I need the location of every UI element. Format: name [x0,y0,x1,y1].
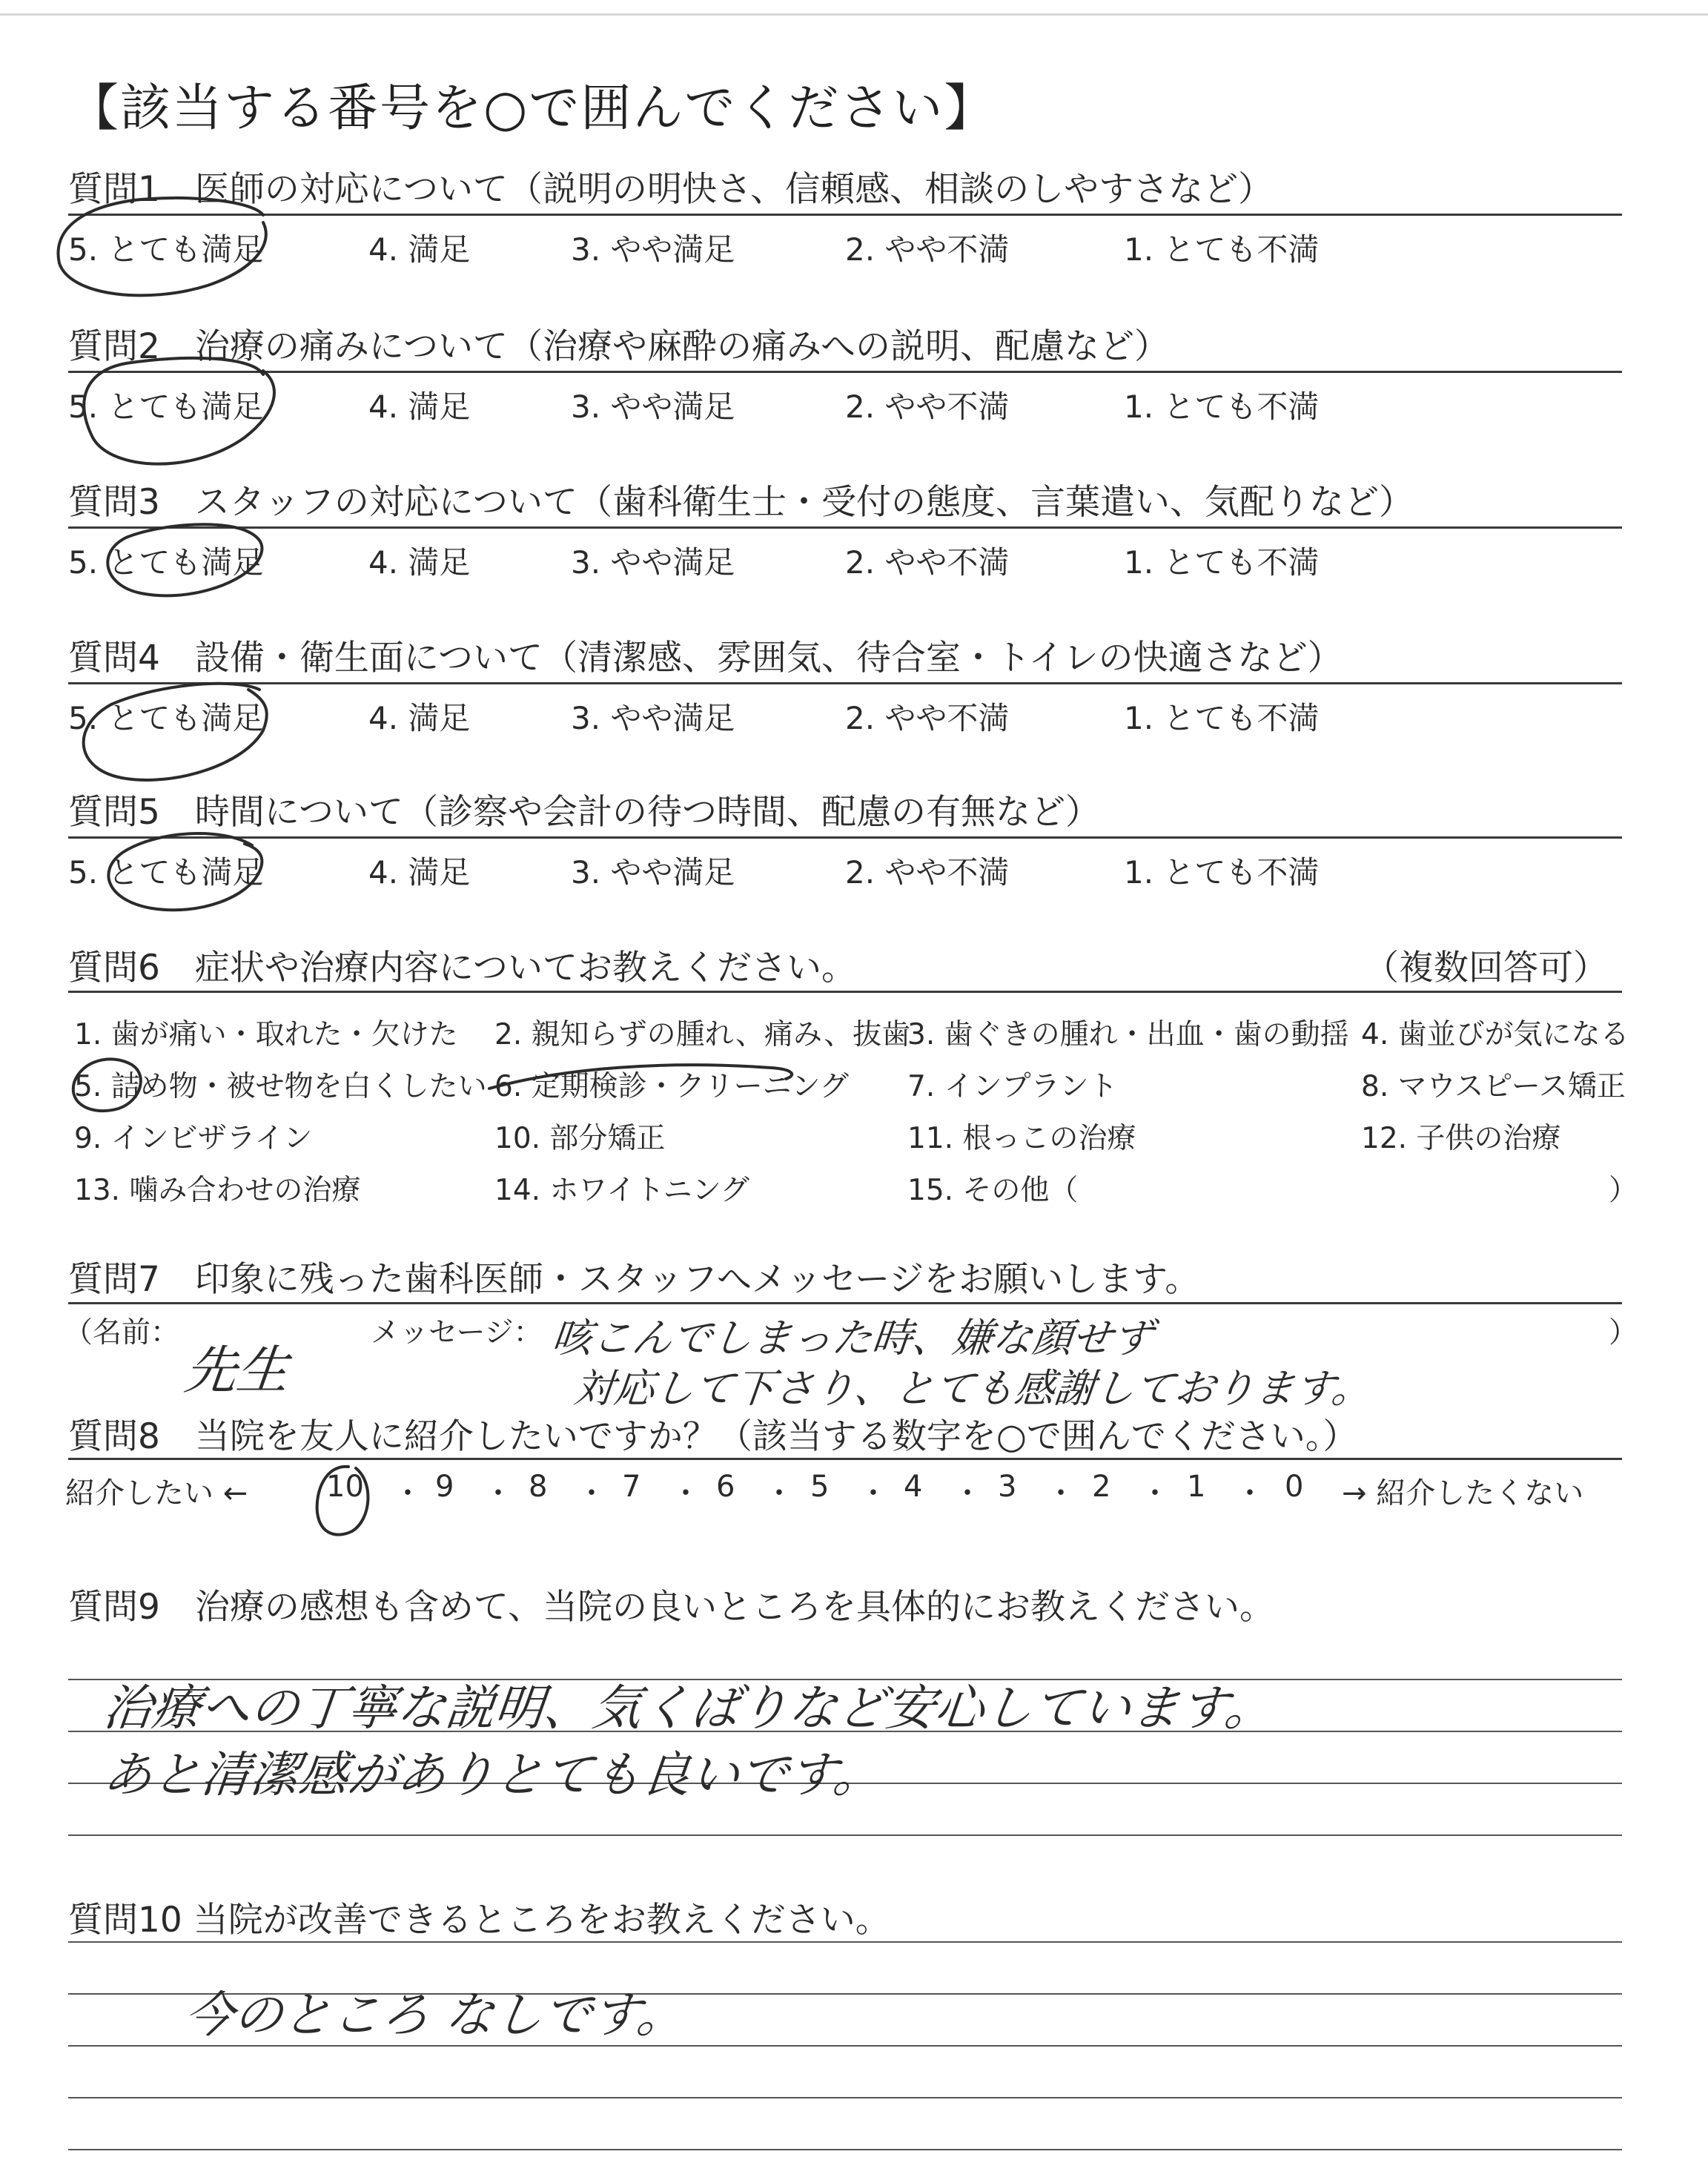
q4-option-3[interactable]: 3. やや満足 [571,700,735,736]
recommend-score-10[interactable]: 10 [326,1470,364,1504]
question-9-title: 質問9 治療の感想も含めて、当院の良いところを具体的にお教えください。 [68,1587,1274,1628]
instruction-heading: 【該当する番号を○で囲んでください】 [68,79,996,138]
q5-option-1[interactable]: 1. とても不満 [1124,854,1320,891]
symptom-option-7[interactable]: 7. インプラント [907,1070,1118,1103]
scale-dot-2: ・ [483,1476,513,1510]
question-4-title: 質問4 設備・衛生面について（清潔感、雰囲気、待合室・トイレの快適さなど） [68,638,1343,678]
handwritten-q9-line-1[interactable]: 治療への丁寧な説明、気くばりなど安心しています。 [100,1680,1277,1737]
q6-option-6-underline [489,1065,792,1089]
recommend-score-3[interactable]: 3 [998,1470,1017,1504]
q3-option-2[interactable]: 2. やや不満 [845,544,1010,581]
symptom-option-5[interactable]: 5. 詰め物・被せ物を白くしたい [74,1070,487,1103]
q4-option-5[interactable]: 5. とても満足 [68,700,264,736]
recommend-score-1[interactable]: 1 [1187,1470,1206,1504]
q5-option-4[interactable]: 4. 満足 [368,854,471,891]
scale-dot-3: ・ [577,1476,606,1510]
symptom-option-1[interactable]: 1. 歯が痛い・取れた・欠けた [74,1018,458,1051]
recommend-left-label: 紹介したい ← [65,1476,248,1510]
q2-selection-circle [84,358,274,464]
q5-option-5[interactable]: 5. とても満足 [68,854,264,891]
symptom-option-14[interactable]: 14. ホワイトニング [494,1174,749,1207]
q2-option-4[interactable]: 4. 満足 [368,389,471,425]
scale-dot-10: ・ [1235,1476,1265,1510]
message-close-paren: ） [1609,1316,1638,1350]
recommend-score-6[interactable]: 6 [716,1470,735,1504]
q3-option-5[interactable]: 5. とても満足 [68,544,264,581]
q1-option-4[interactable]: 4. 満足 [368,231,471,268]
scale-dot-4: ・ [671,1476,701,1510]
recommend-score-4[interactable]: 4 [904,1470,923,1504]
q4-option-4[interactable]: 4. 満足 [368,700,471,736]
symptom-other-close-paren: ） [1609,1174,1638,1207]
symptom-option-4[interactable]: 4. 歯並びが気になる [1361,1018,1629,1051]
q5-selection-circle [108,833,262,910]
scale-dot-7: ・ [953,1476,982,1510]
recommend-score-8[interactable]: 8 [529,1470,548,1504]
question-8-title: 質問8 当院を友人に紹介したいですか？（該当する数字を○で囲んでください。） [68,1416,1358,1457]
q1-option-5[interactable]: 5. とても満足 [68,231,264,268]
symptom-option-11[interactable]: 11. 根っこの治療 [907,1122,1136,1155]
q8-score-10-circle [317,1467,368,1535]
question-3-title: 質問3 スタッフの対応について（歯科衛生士・受付の態度、言葉遣い、気配りなど） [68,482,1414,523]
question-1-title: 質問1 医師の対応について（説明の明快さ、信頼感、相談のしやすさなど） [68,169,1274,210]
q4-option-2[interactable]: 2. やや不満 [845,700,1010,736]
scale-dot-9: ・ [1140,1476,1170,1510]
q1-option-1[interactable]: 1. とても不満 [1124,231,1320,268]
handwritten-message-line-1[interactable]: 咳こんでしまった時、嫌な顔せず [549,1315,1155,1361]
q5-option-2[interactable]: 2. やや不満 [845,854,1010,891]
q6-option-5-circle [73,1059,141,1111]
q3-option-1[interactable]: 1. とても不満 [1124,544,1320,581]
recommend-score-7[interactable]: 7 [622,1470,641,1504]
symptom-option-3[interactable]: 3. 歯ぐきの腫れ・出血・歯の動揺 [907,1018,1349,1051]
message-label: メッセージ： [371,1316,543,1350]
symptom-option-15[interactable]: 15. その他（ [907,1174,1079,1207]
q2-option-5[interactable]: 5. とても満足 [68,389,264,425]
q1-selection-circle [58,198,265,295]
handwritten-name[interactable]: 先生 [182,1340,292,1401]
q5-option-3[interactable]: 3. やや満足 [571,854,735,891]
q1-option-3[interactable]: 3. やや満足 [571,231,735,268]
question-7-title: 質問7 印象に残った歯科医師・スタッフへメッセージをお願いします。 [68,1259,1200,1300]
scale-dot-5: ・ [764,1476,794,1510]
scale-dot-1: ・ [393,1476,423,1510]
symptom-option-9[interactable]: 9. インビザライン [74,1122,313,1155]
recommend-score-2[interactable]: 2 [1092,1470,1111,1504]
symptom-option-6[interactable]: 6. 定期検診・クリーニング [494,1070,849,1103]
symptom-option-10[interactable]: 10. 部分矯正 [494,1122,666,1155]
symptom-option-8[interactable]: 8. マウスピース矯正 [1361,1070,1626,1103]
question-2-title: 質問2 治療の痛みについて（治療や麻酔の痛みへの説明、配慮など） [68,326,1170,367]
scale-dot-8: ・ [1046,1476,1076,1510]
question-6-title: 質問6 症状や治療内容についてお教えください。 [68,948,856,988]
question-6-note: （複数回答可） [1364,948,1608,988]
symptom-option-12[interactable]: 12. 子供の治療 [1361,1122,1561,1155]
handwritten-q9-line-2[interactable]: あと清潔感がありとても良いです。 [100,1746,886,1803]
q3-selection-circle [107,524,262,595]
handwritten-q10-line-1[interactable]: 今のところ なしです。 [182,1986,689,2044]
question-5-title: 質問5 時間について（診察や会計の待つ時間、配慮の有無など） [68,792,1100,833]
name-label: （名前： [64,1316,180,1350]
q3-option-4[interactable]: 4. 満足 [368,544,471,581]
q4-selection-circle [84,684,267,780]
recommend-score-5[interactable]: 5 [810,1470,830,1504]
recommend-right-label: → 紹介したくない [1342,1476,1584,1510]
q3-option-3[interactable]: 3. やや満足 [571,544,735,581]
q1-option-2[interactable]: 2. やや不満 [845,231,1010,268]
q4-option-1[interactable]: 1. とても不満 [1124,700,1320,736]
q2-option-3[interactable]: 3. やや満足 [571,389,735,425]
handwritten-message-line-2[interactable]: 対応して下さり、とても感謝しております。 [572,1365,1374,1412]
scale-dot-6: ・ [858,1476,888,1510]
question-10-title: 質問10 当院が改善できるところをお教えください。 [68,1900,890,1941]
recommend-score-9[interactable]: 9 [435,1470,454,1504]
recommend-score-0[interactable]: 0 [1285,1470,1304,1504]
q2-option-1[interactable]: 1. とても不満 [1124,389,1320,425]
q2-option-2[interactable]: 2. やや不満 [845,389,1010,425]
symptom-option-2[interactable]: 2. 親知らずの腫れ、痛み、抜歯 [494,1018,911,1051]
symptom-option-13[interactable]: 13. 噛み合わせの治療 [74,1174,361,1207]
